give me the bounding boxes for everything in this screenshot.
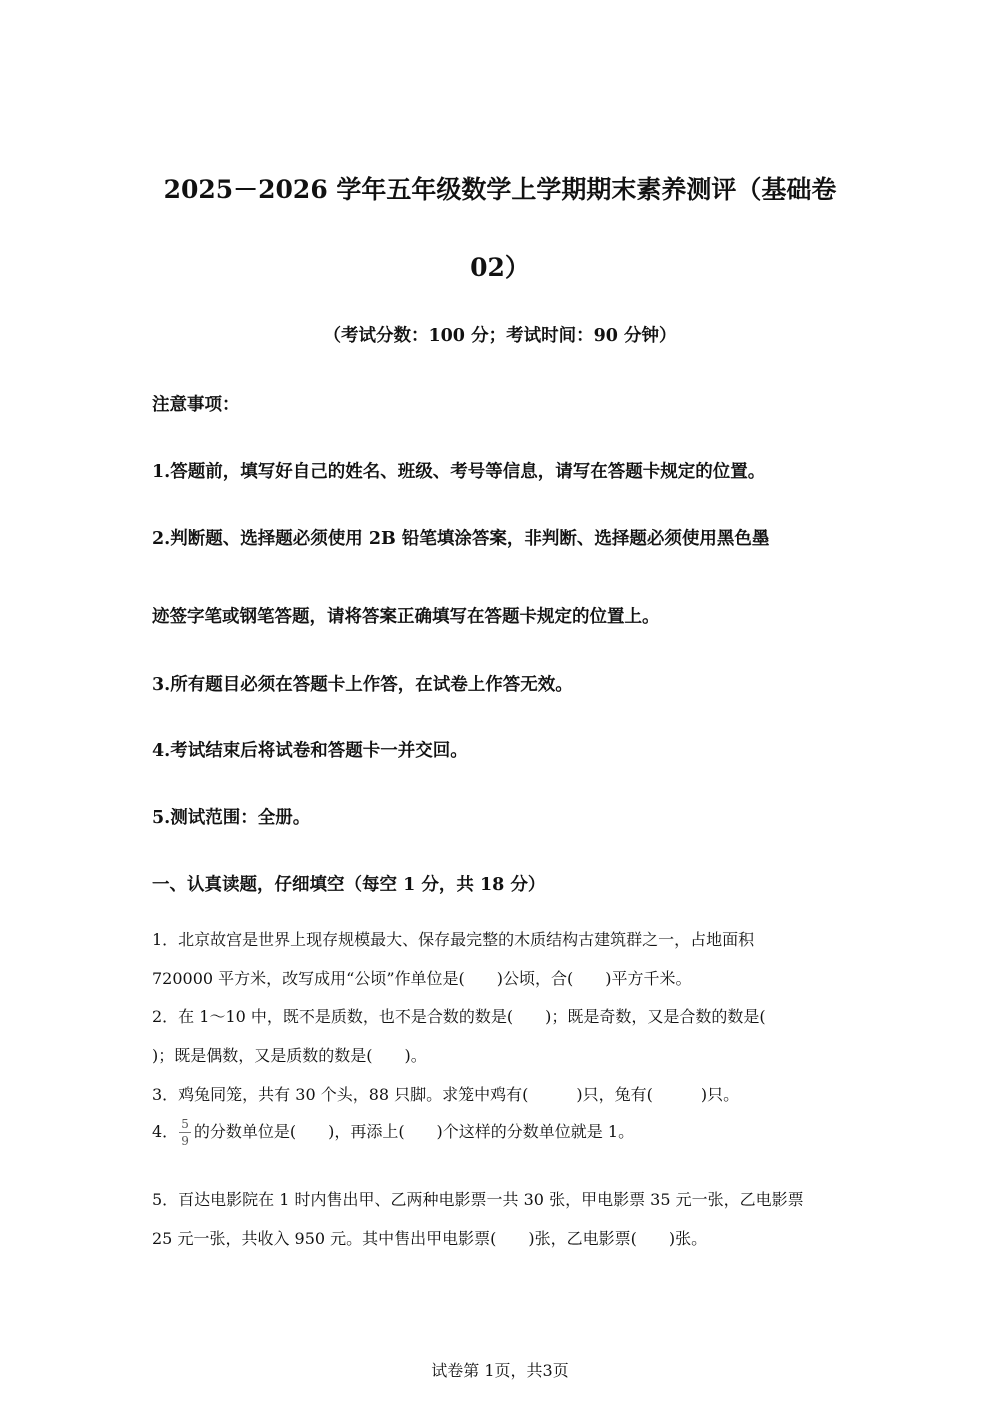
fraction-denominator: 9 [181,1134,189,1148]
note-item-3: 3.所有题目必须在答题卡上作答，在试卷上作答无效。 [152,675,573,695]
fraction-numerator: 5 [181,1117,189,1131]
question-3: 3．鸡兔同笼，共有 30 个头，88 只脚。求笼中鸡有( )只，兔有( )只。 [152,1085,740,1104]
note-item-2-line-1: 2.判断题、选择题必须使用 2B 铅笔填涂答案，非判断、选择题必须使用黑色墨 [152,529,770,549]
fraction-five-ninths [179,1118,191,1147]
question-1-line-2: 720000 平方米，改写成用“公顷”作单位是( )公顷，合( )平方千米。 [152,969,692,988]
note-item-2-line-2: 迹签字笔或钢笔答题，请将答案正确填写在答题卡规定的位置上。 [152,607,660,627]
question-5-line-1: 5．百达电影院在 1 时内售出甲、乙两种电影票一共 30 张，甲电影票 35 元一张，乙电影票 [152,1190,804,1209]
question-2-line-1: 2．在 1～10 中，既不是质数，也不是合数的数是( )；既是奇数，又是合数的数是( [152,1007,766,1026]
page-footer: 试卷第 1页，共3页 [431,1361,569,1380]
notes-heading: 注意事项： [152,395,240,415]
section-1-heading: 一、认真读题，仔细填空（每空 1 分，共 18 分） [152,875,546,895]
exam-subtitle: （考试分数：100 分；考试时间：90 分钟） [323,326,677,346]
question-4-text: 的分数单位是( )，再添上( )个这样的分数单位就是 1。 [193,1122,635,1141]
question-1-line-1: 1．北京故宫是世界上现存规模最大、保存最完整的木质结构古建筑群之一，占地面积 [152,930,755,949]
title-line-1: 2025－2026 学年五年级数学上学期期末素养测评（基础卷 [163,175,837,204]
question-2-line-2: )；既是偶数，又是质数的数是( )。 [152,1046,427,1065]
title-line-2: 02） [470,253,530,282]
note-item-1: 1.答题前，填写好自己的姓名、班级、考号等信息，请写在答题卡规定的位置。 [152,462,766,482]
question-5-line-2: 25 元一张，共收入 950 元。其中售出甲电影票( )张，乙电影票( )张。 [152,1229,708,1248]
note-item-4: 4.考试结束后将试卷和答题卡一并交回。 [152,741,468,761]
note-item-5: 5.测试范围：全册。 [152,808,311,828]
question-4 [152,1118,634,1147]
question-4-prefix: 4． [152,1122,179,1141]
